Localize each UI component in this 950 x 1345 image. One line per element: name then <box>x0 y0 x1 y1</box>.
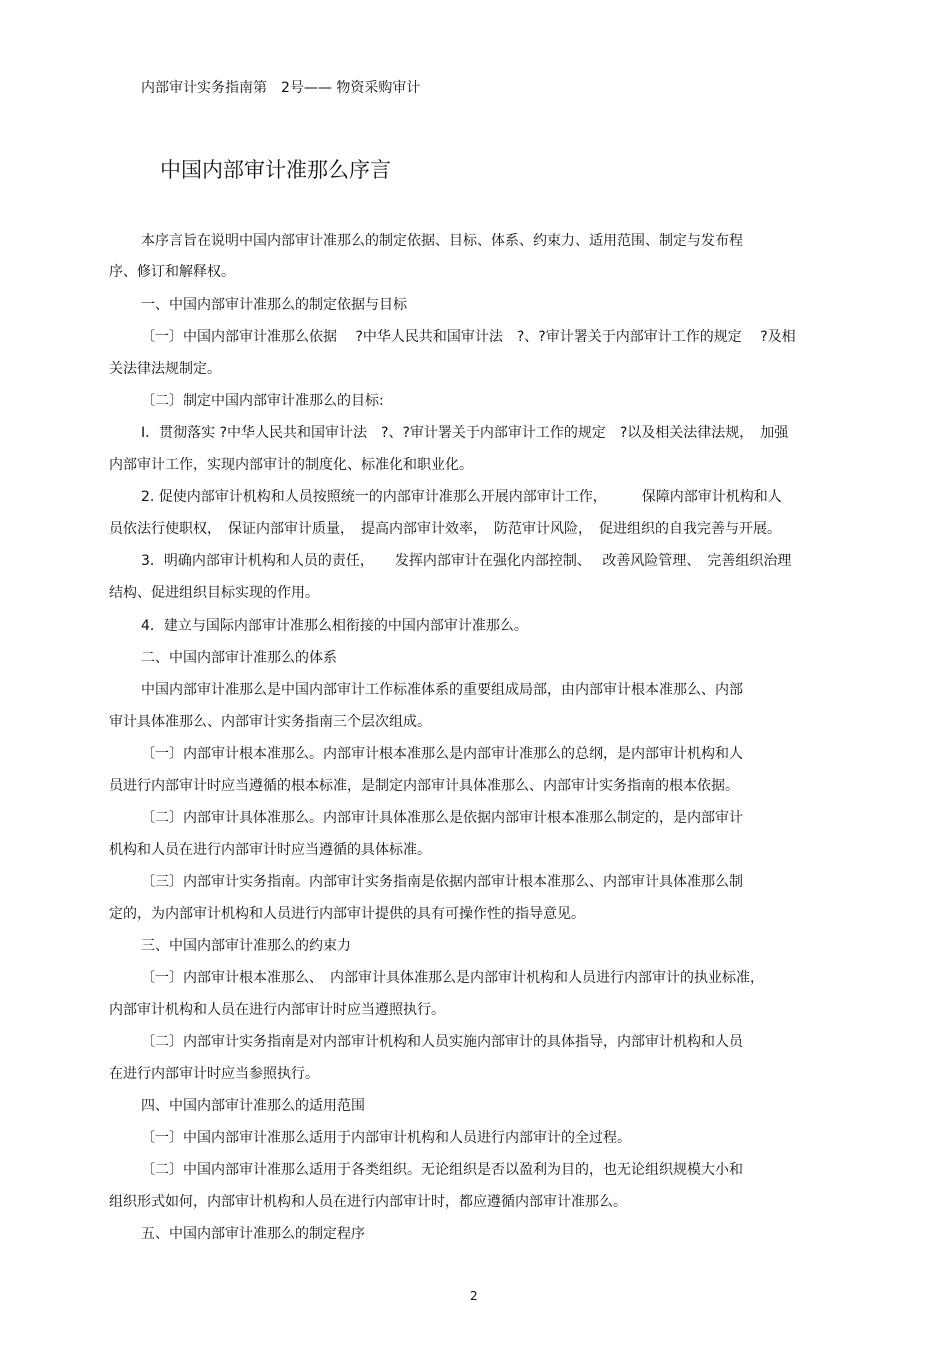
section-heading: 五、中国内部审计准那么的制定程序 <box>141 1226 365 1242</box>
body-line: 〔一〕中国内部审计准那么适用于内部审计机构和人员进行内部审计的全过程。 <box>141 1130 631 1146</box>
body-line: 结构、促进组织目标实现的作用。 <box>109 585 319 601</box>
page-number: 2 <box>470 1289 478 1303</box>
section-heading: 二、中国内部审计准那么的体系 <box>141 650 337 666</box>
section-heading: 一、中国内部审计准那么的制定依据与目标 <box>141 297 407 313</box>
body-line: 〔一〕中国内部审计准那么依据 ?中华人民共和国审计法 ?、?审计署关于内部审计工作的规定 ?及相 <box>141 329 796 345</box>
body-line: 关法律法规制定。 <box>109 361 221 377</box>
running-header: 内部审计实务指南第 2号—— 物资采购审计 <box>141 80 421 96</box>
body-line: 员依法行使职权， 保证内部审计质量， 提高内部审计效率， 防范审计风险， 促进组织的自我完善与开展。 <box>109 521 781 537</box>
body-line: 〔二〕制定中国内部审计准那么的目标: <box>141 393 384 409</box>
body-line: 本序言旨在说明中国内部审计准那么的制定依据、目标、体系、约束力、适用范围、制定与发布程 <box>141 233 743 249</box>
body-line: 中国内部审计准那么是中国内部审计工作标准体系的重要组成局部，由内部审计根本准那么、内部 <box>141 682 743 698</box>
body-line: 〔二〕中国内部审计准那么适用于各类组织。无论组织是否以盈利为目的，也无论组织规模大小和 <box>141 1162 743 1178</box>
body-line: 〔一〕内部审计根本准那么。内部审计根本准那么是内部审计准那么的总纲，是内部审计机构和人 <box>141 746 743 762</box>
body-line: 内部审计机构和人员在进行内部审计时应当遵照执行。 <box>109 1002 445 1018</box>
body-line: 内部审计工作，实现内部审计的制度化、标准化和职业化。 <box>109 457 473 473</box>
body-line: 3．明确内部审计机构和人员的责任， 发挥内部审计在强化内部控制、 改善风险管理、 完善组织治理 <box>141 553 792 569</box>
body-line: 机构和人员在进行内部审计时应当遵循的具体标准。 <box>109 842 431 858</box>
body-line: 定的，为内部审计机构和人员进行内部审计提供的具有可操作性的指导意见。 <box>109 906 585 922</box>
body-line: 审计具体准那么、内部审计实务指南三个层次组成。 <box>109 714 431 730</box>
body-line: 序、修订和解释权。 <box>109 264 235 280</box>
body-line: 员进行内部审计时应当遵循的根本标准，是制定内部审计具体准那么、内部审计实务指南的根本依据。 <box>109 778 739 794</box>
body-line: 〔三〕内部审计实务指南。内部审计实务指南是依据内部审计根本准那么、内部审计具体准那么制 <box>141 874 743 890</box>
section-heading: 三、中国内部审计准那么的约束力 <box>141 938 351 954</box>
body-line: 在进行内部审计时应当参照执行。 <box>109 1066 319 1082</box>
document-title: 中国内部审计准那么序言 <box>160 158 391 182</box>
body-line: 组织形式如何，内部审计机构和人员在进行内部审计时，都应遵循内部审计准那么。 <box>109 1194 627 1210</box>
body-line: 〔一〕内部审计根本准那么、 内部审计具体准那么是内部审计机构和人员进行内部审计的执业标准， <box>141 970 764 986</box>
body-line: 〔二〕内部审计实务指南是对内部审计机构和人员实施内部审计的具体指导，内部审计机构和人员 <box>141 1034 743 1050</box>
body-line: 〔二〕内部审计具体准那么。内部审计具体准那么是依据内部审计根本准那么制定的，是内部审计 <box>141 810 743 826</box>
body-line: I．贯彻落实 ?中华人民共和国审计法 ?、?审计署关于内部审计工作的规定 ?以及相关法律法规， 加强 <box>141 425 789 441</box>
body-line: 2. 促使内部审计机构和人员按照统一的内部审计准那么开展内部审计工作， 保障内部审计机构和人 <box>141 489 782 505</box>
body-line: 4．建立与国际内部审计准那么相衔接的中国内部审计准那么。 <box>141 618 528 634</box>
section-heading: 四、中国内部审计准那么的适用范围 <box>141 1098 365 1114</box>
